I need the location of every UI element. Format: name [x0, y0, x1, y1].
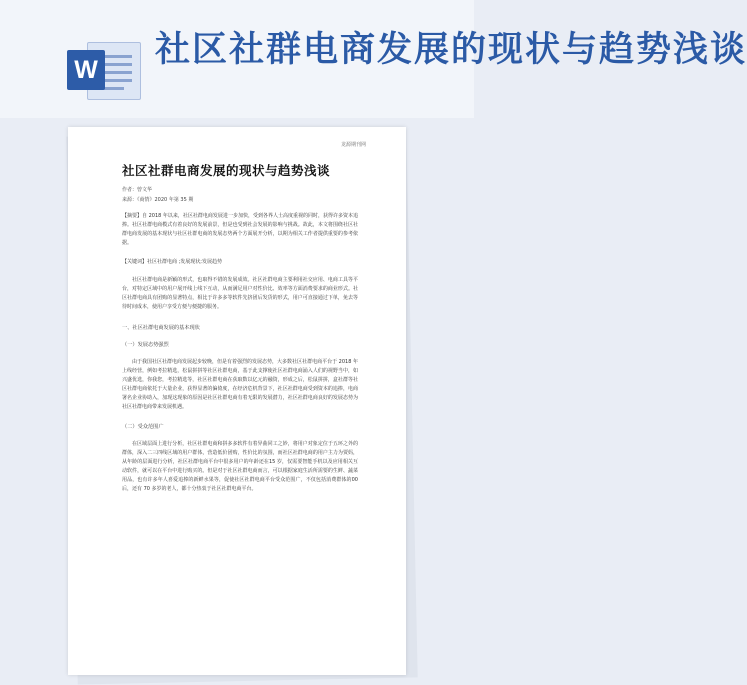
- subsection-heading: （二）受众范围广: [122, 424, 164, 430]
- banner-title: 社区社群电商发展的现状与趋势浅谈: [155, 30, 747, 70]
- word-document-icon: [67, 38, 141, 102]
- keywords-line: 【关键词】社区社群电商 ;发展现状;发展趋势: [122, 259, 222, 265]
- document-page: [68, 127, 406, 675]
- banner: [0, 0, 747, 118]
- author-line: 作者：曾文华: [122, 187, 153, 193]
- journal-name: 龙源期刊网: [340, 142, 366, 148]
- body-paragraph: 在区域层面上进行分析，社区社群电商和拼多多软件有着异曲同工之妙，将用户对象定位于五环之外的群体，深入二三四线区域的用户群体，营造低价团购，性价比的氛围，而社区社群电商的用户主力为贾妈，从年龄的层面进行分析，社区社群电商平台中很多用户的年龄还在15 岁，仅需要智能手机以及应用相关互动软件，就可以在平台中进行购买的。但是对于社区社群电商而言，可以根据家庭生活所需要的生鲜、蔬菜用品，也有许多年人喜爱追捧的新鲜水果等，促使社区社群电商平台受众范围广，不仅包括消费群体的00后，还有 70 多岁的老人，都十分热衷于社区社群电商平台。: [122, 441, 358, 492]
- intro-paragraph: 社区社群电商是新颖的形式，也取得不错的发展成效。社区社群电商主要利用社交应用、电商工具等平台，对特定区域中的用户展开线上线下互动，从而满足用户对性价比、效率等方面消费要求的商业形式。社区社群电商具有团购的显著特点，相比于许多多等软件先挤团后发货的形式，用户可直接通过下单，免去等待时间成本，使用户享受方便与便捷的服务。: [122, 277, 358, 310]
- subsection-heading: （一）发展态势强烈: [122, 342, 169, 348]
- word-logo-letter: W: [67, 50, 105, 90]
- abstract-paragraph: 【摘要】自 2018 年以来，社区社群电商发展进一步加快，受到各界人士高度重视的同时，获得许多资本追捧。社区社群电商模式有着良好的发展前景，但是也受到社会发展的影响与挑战。故此，本文将围绕社区社群电商发展的基本现状与社区社群电商的发展态势两个方面展开分析，以期为相关工作者提供重要的参考依据。: [122, 213, 358, 246]
- article-title: 社区社群电商发展的现状与趋势浅谈: [122, 163, 331, 178]
- source-line: 来源：《商情》2020 年第 35 期: [122, 197, 194, 203]
- section-heading: 一、社区社群电商发展的基本现状: [122, 325, 200, 331]
- body-paragraph: 由于我国社区社群电商发展起步较晚，但是有着强烈的发展态势，大多数社区社群电商平台于 2018 年上线经营，例如考拉精选，松鼠拼拼等社区社群电商，基于此支撑使社区社群电商涌入人们的视野当中，如兴盛优选，你我您，考拉精选等，社区社群电商在获取数以亿元的融资，形成之后，松鼠拼拼，盒社群等社区社群电商依托于大量企业，获得显著的偏倚度，在经济危机背景下，社区社群电商受到资本的追捧，电商署名企业协助入，加现这现象的原因是社区社群电商有着无限的发展潜力，社区社群电商良好的发展态势为社区社群电商带来发展机遇。: [122, 359, 358, 410]
